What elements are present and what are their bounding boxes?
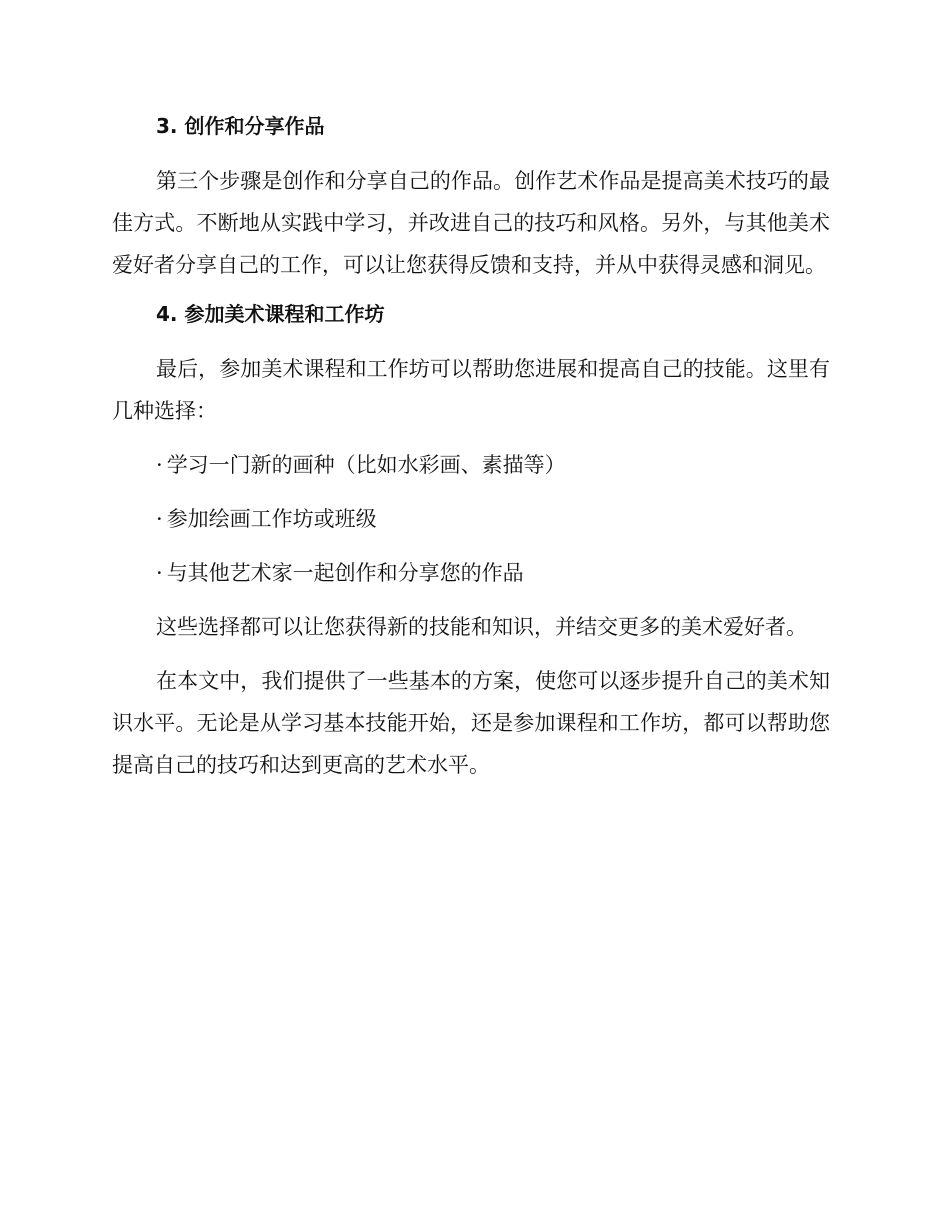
section-4-heading: 4. 参加美术课程和工作坊 [156, 302, 385, 326]
section-3-heading: 3. 创作和分享作品 [156, 114, 325, 138]
list-item [112, 498, 830, 540]
section-4-paragraph: 最后，参加美术课程和工作坊可以帮助您进展和提高自己的技能。这里有几种选择： [112, 357, 830, 423]
list-item [112, 552, 830, 594]
section-3-paragraph: 第三个步骤是创作和分享自己的作品。创作艺术作品是提高美术技巧的最佳方式。不断地从实践中学习，并改进自己的技巧和风格。另外，与其他美术爱好者分享自己的工作，可以让您获得反馈和支持，并从中获得灵感和洞见。 [112, 169, 830, 277]
list-item-text: 与其他艺术家一起创作和分享您的作品 [166, 561, 524, 585]
list-item [112, 444, 830, 486]
list-item-text: 参加绘画工作坊或班级 [166, 507, 377, 531]
after-list-paragraph: 这些选择都可以让您获得新的技能和知识，并结交更多的美术爱好者。 [156, 615, 807, 639]
list-item-text: 学习一门新的画种（比如水彩画、素描等） [166, 453, 566, 477]
conclusion-paragraph: 在本文中，我们提供了一些基本的方案，使您可以逐步提升自己的美术知识水平。无论是从学习基本技能开始，还是参加课程和工作坊，都可以帮助您提高自己的技巧和达到更高的艺术水平。 [112, 669, 830, 777]
bullet-marker: · [156, 507, 163, 531]
bullet-marker: · [156, 453, 163, 477]
bullet-marker: · [156, 561, 163, 585]
